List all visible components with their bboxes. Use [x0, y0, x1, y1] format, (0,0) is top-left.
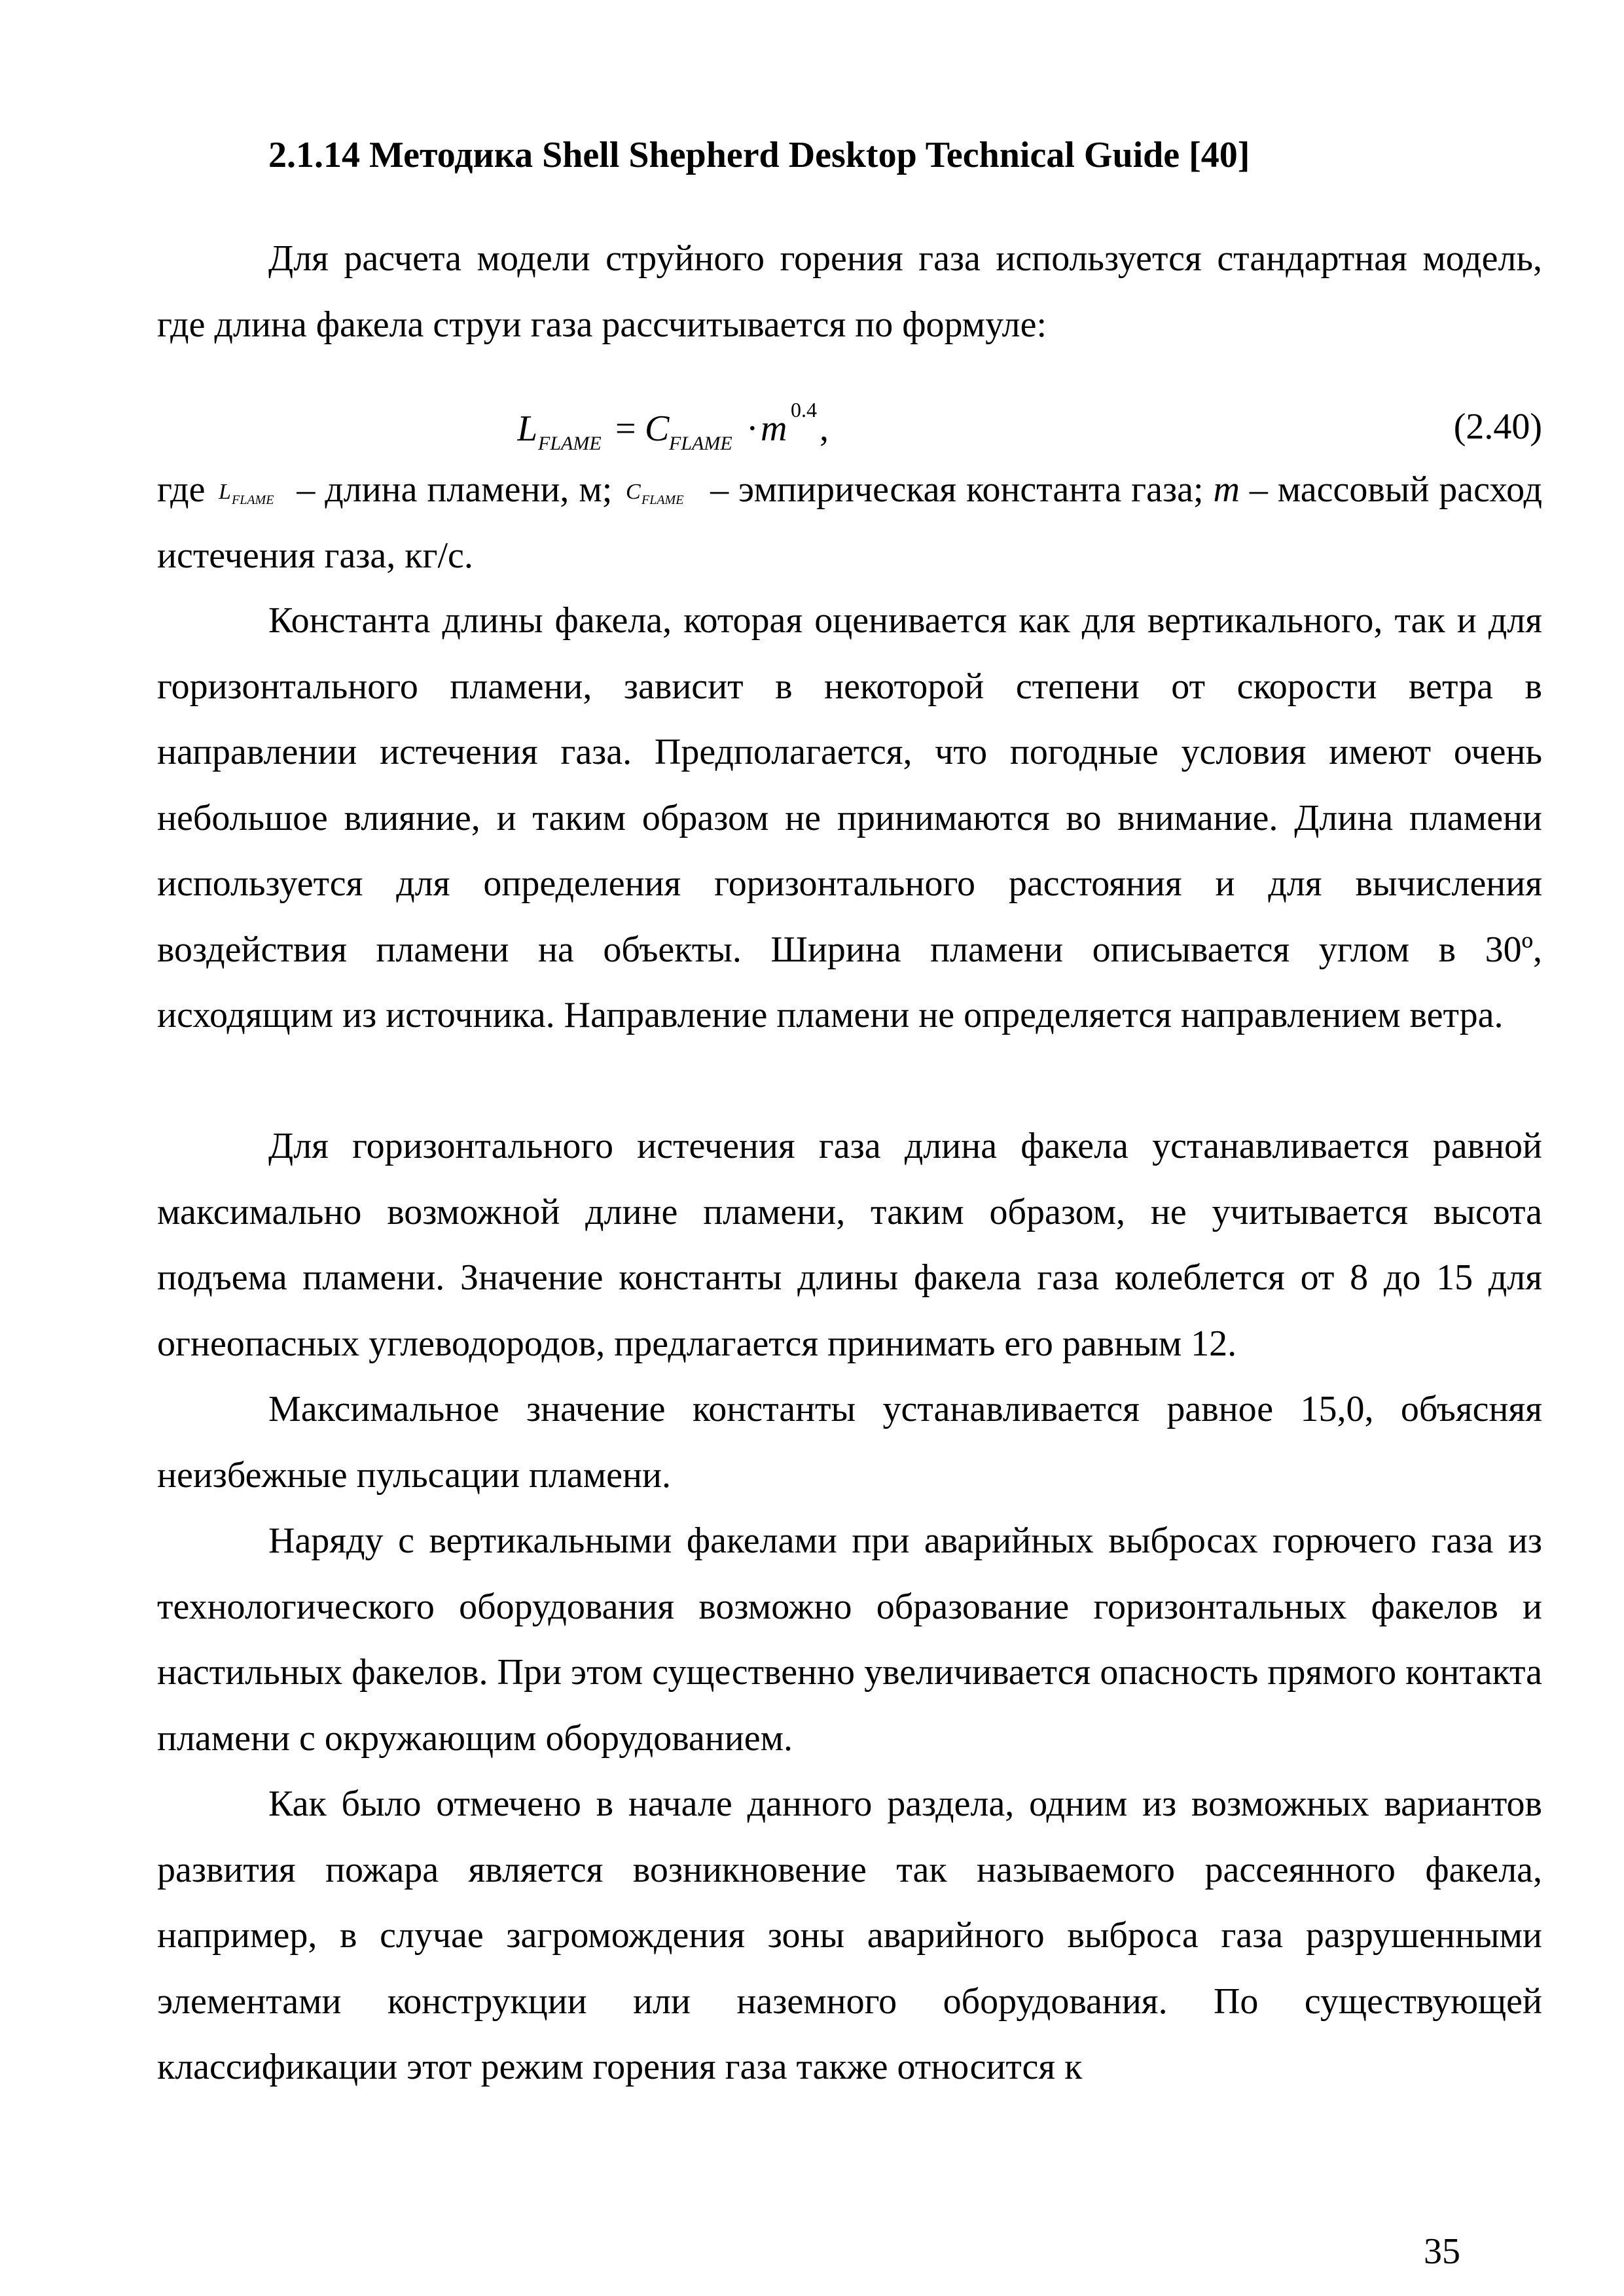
svg-text:C: C: [626, 480, 641, 504]
paragraph-intro: Для расчета модели струйного горения газа используется стандартная модель, где длина факела струи газа рассчитывается по формуле:: [157, 238, 1542, 345]
formula-equals: =: [615, 408, 636, 449]
inline-m-symbol: m: [1213, 469, 1240, 510]
paragraph-horizontal-outflow: Для горизонтального истечения газа длина факела устанавливается равной максимально возможной длине пламени, таким образом, не учитывается высота подъема пламени. Значение константы длины факела газа колеблется от 8 до 15 для огнеопасных углеводородов, предлагается принимать его равным 12.: [157, 1126, 1542, 1364]
formula-rhs-symbol: C: [645, 408, 670, 449]
inline-cflame-symbol: [622, 475, 700, 507]
formula-lhs-subscript: FLAME: [538, 433, 602, 454]
svg-text:FLAME: FLAME: [641, 493, 684, 507]
formula-mass-symbol: m: [761, 408, 787, 449]
paragraph-horizontal-flames: Наряду с вертикальными факелами при аварийных выбросах горючего газа из технологического оборудования возможно образование горизонтальных факелов и настильных факелов. При этом существенно увеличивается опасность прямого контакта пламени с окружающим оборудованием.: [157, 1520, 1542, 1759]
formula-trailing: ,: [820, 408, 829, 449]
formula-dot: ·: [746, 408, 759, 449]
formula-row: [157, 389, 1542, 461]
section-heading: 2.1.14 Методика Shell Shepherd Desktop Technical Guide [40]: [268, 135, 1250, 175]
document-page: [157, 131, 1543, 2272]
where-cflame-desc: – эмпирическая константа газа;: [700, 469, 1214, 510]
flame-length-formula: [517, 389, 857, 461]
formula-number: (2.40): [1453, 406, 1542, 447]
paragraph-max-constant: Максимальное значение константы устанавливается равное 15,0, объясняя неизбежные пульсации пламени.: [157, 1389, 1542, 1496]
where-lflame-desc: – длина пламени, м;: [287, 469, 623, 510]
svg-text:FLAME: FLAME: [232, 493, 274, 507]
where-word: где: [157, 469, 206, 510]
svg-text:L: L: [219, 480, 232, 504]
paragraph-where: [157, 457, 1542, 588]
page-number: 35: [1424, 2231, 1460, 2272]
formula-lhs-symbol: L: [517, 408, 538, 449]
paragraph-flame-constant: Константа длины факела, которая оценивается как для вертикального, так и для горизонтального пламени, зависит в некоторой степени от скорости ветра в направлении истечения газа. Предполагается, что погодные условия имеют очень небольшое влияние, и таким образом не принимаются во внимание. Длина пламени используется для определения горизонтального расстояния и для вычисления воздействия пламени на объекты. Ширина пламени описывается углом в 30º, исходящим из источника. Направление пламени не определяется направлением ветра.: [157, 600, 1542, 1035]
formula-exponent: 0.4: [791, 398, 817, 422]
where-m-desc: – массовый расход истечения газа, кг/с.: [157, 469, 1543, 576]
formula-rhs-subscript: FLAME: [669, 433, 732, 454]
inline-lflame-symbol: [215, 475, 287, 507]
paragraph-scattered-flame: Как было отмечено в начале данного раздела, одним из возможных вариантов развития пожара является возникновение так называемого рассеянного факела, например, в случае загромождения зоны аварийного выброса газа разрушенными элементами конструкции или наземного оборудования. По существующей классификации этот режим горения газа также относится к: [157, 1784, 1542, 2087]
